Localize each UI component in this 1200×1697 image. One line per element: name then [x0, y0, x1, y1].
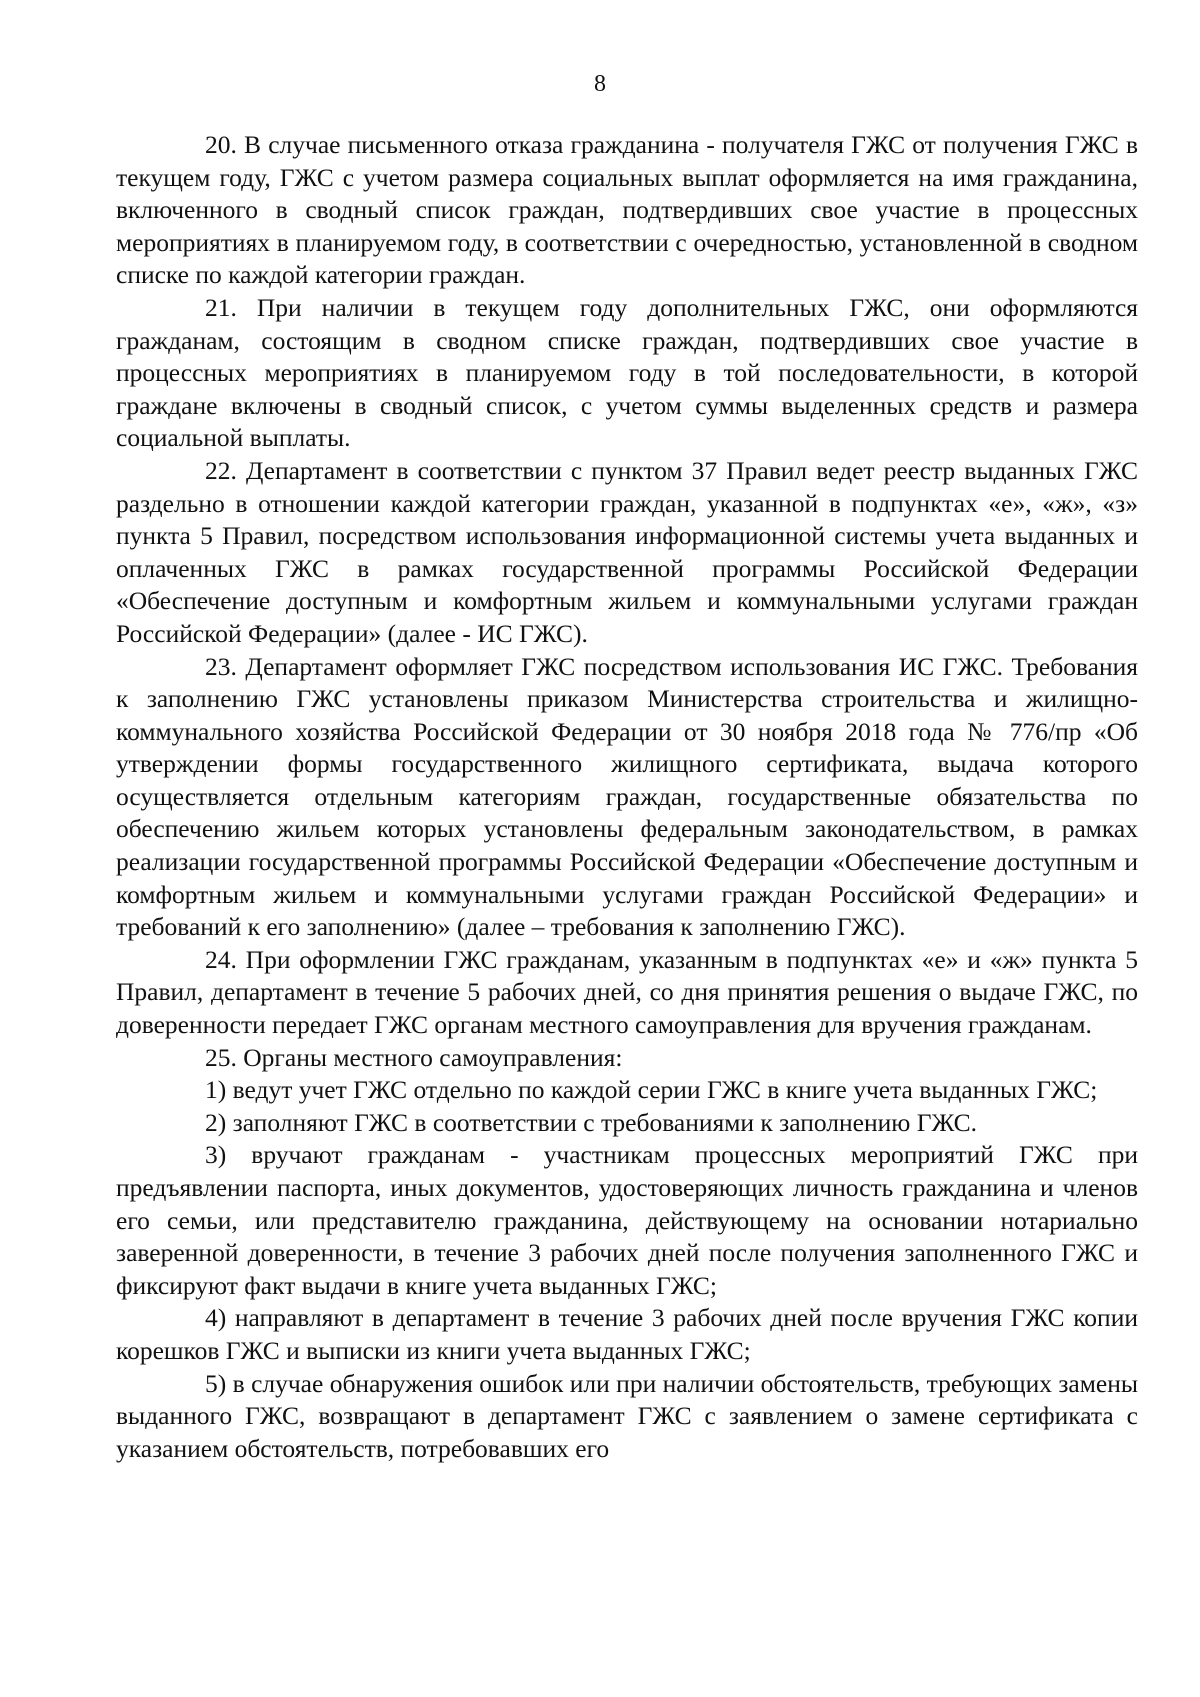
paragraph-23: 23. Департамент оформляет ГЖС посредством использования ИС ГЖС. Требования к заполнению ГЖС установлены приказом Министерства строительства и жилищно-коммунального хозяйства Российской Федерации от 30 ноября 2018 года № 776/пр «Об утверждении формы государственного жилищного сертификата, выдача которого осуществляется отдельным категориям граждан, государственные обязательства по обеспечению жильем которых установлены федеральным законодательством, в рамках реализации государственной программы Российской Федерации «Обеспечение доступным и комфортным жильем и коммунальными услугами граждан Российской Федерации» и требований к его заполнению» (далее – требования к заполнению ГЖС). — [116, 651, 1138, 942]
subitem-1: 1) ведут учет ГЖС отдельно по каждой серии ГЖС в книге учета выданных ГЖС; — [205, 1075, 1098, 1105]
paragraph-24: 24. При оформлении ГЖС гражданам, указанным в подпунктах «е» и «ж» пункта 5 Правил, департамент в течение 5 рабочих дней, со дня принятия решения о выдаче ГЖС, по доверенности передает ГЖС органам местного самоуправления для вручения гражданам. — [116, 944, 1138, 1040]
page-number: 8 — [594, 71, 606, 97]
subitem-2: 2) заполняют ГЖС в соответствии с требованиями к заполнению ГЖС. — [205, 1107, 978, 1137]
paragraph-20: 20. В случае письменного отказа гражданина - получателя ГЖС от получения ГЖС в текущем году, ГЖС с учетом размера социальных выплат оформляется на имя гражданина, включенного в сводный список граждан, подтвердивших свое участие в процессных мероприятиях в планируемом году, в соответствии с очередностью, установленной в сводном списке по каждой категории граждан. — [116, 130, 1138, 290]
paragraph-21: 21. При наличии в текущем году дополнительных ГЖС, они оформляются гражданам, состоящим в сводном списке граждан, подтвердивших свое участие в процессных мероприятиях в планируемом году в той последовательности, в которой граждане включены в сводный список, с учетом суммы выделенных средств и размера социальной выплаты. — [116, 292, 1138, 453]
subitem-4: 4) направляют в департамент в течение 3 рабочих дней после вручения ГЖС копии корешков ГЖС и выписки из книги учета выданных ГЖС; — [116, 1303, 1138, 1365]
subitem-3: 3) вручают гражданам - участникам процессных мероприятий ГЖС при предъявлении паспорта, иных документов, удостоверяющих личность гражданина и членов его семьи, или представителю гражданина, действующему на основании нотариально заверенной доверенности, в течение 3 рабочих дней после получения заполненного ГЖС и фиксируют факт выдачи в книге учета выданных ГЖС; — [116, 1140, 1138, 1300]
paragraph-25: 25. Органы местного самоуправления: — [205, 1042, 623, 1072]
paragraph-22: 22. Департамент в соответствии с пунктом 37 Правил ведет реестр выданных ГЖС раздельно в отношении каждой категории граждан, указанной в подпунктах «е», «ж», «з» пункта 5 Правил, посредством использования информационной системы учета выданных и оплаченных ГЖС в рамках государственной программы Российской Федерации «Обеспечение доступным и комфортным жильем и коммунальными услугами граждан Российской Федерации» (далее - ИС ГЖС). — [116, 455, 1138, 648]
document-body — [116, 129, 1138, 1465]
subitem-5: 5) в случае обнаружения ошибок или при наличии обстоятельств, требующих замены выданного ГЖС, возвращают в департамент ГЖС с заявлением о замене сертификата с указанием обстоятельств, потребовавших его — [116, 1368, 1138, 1463]
